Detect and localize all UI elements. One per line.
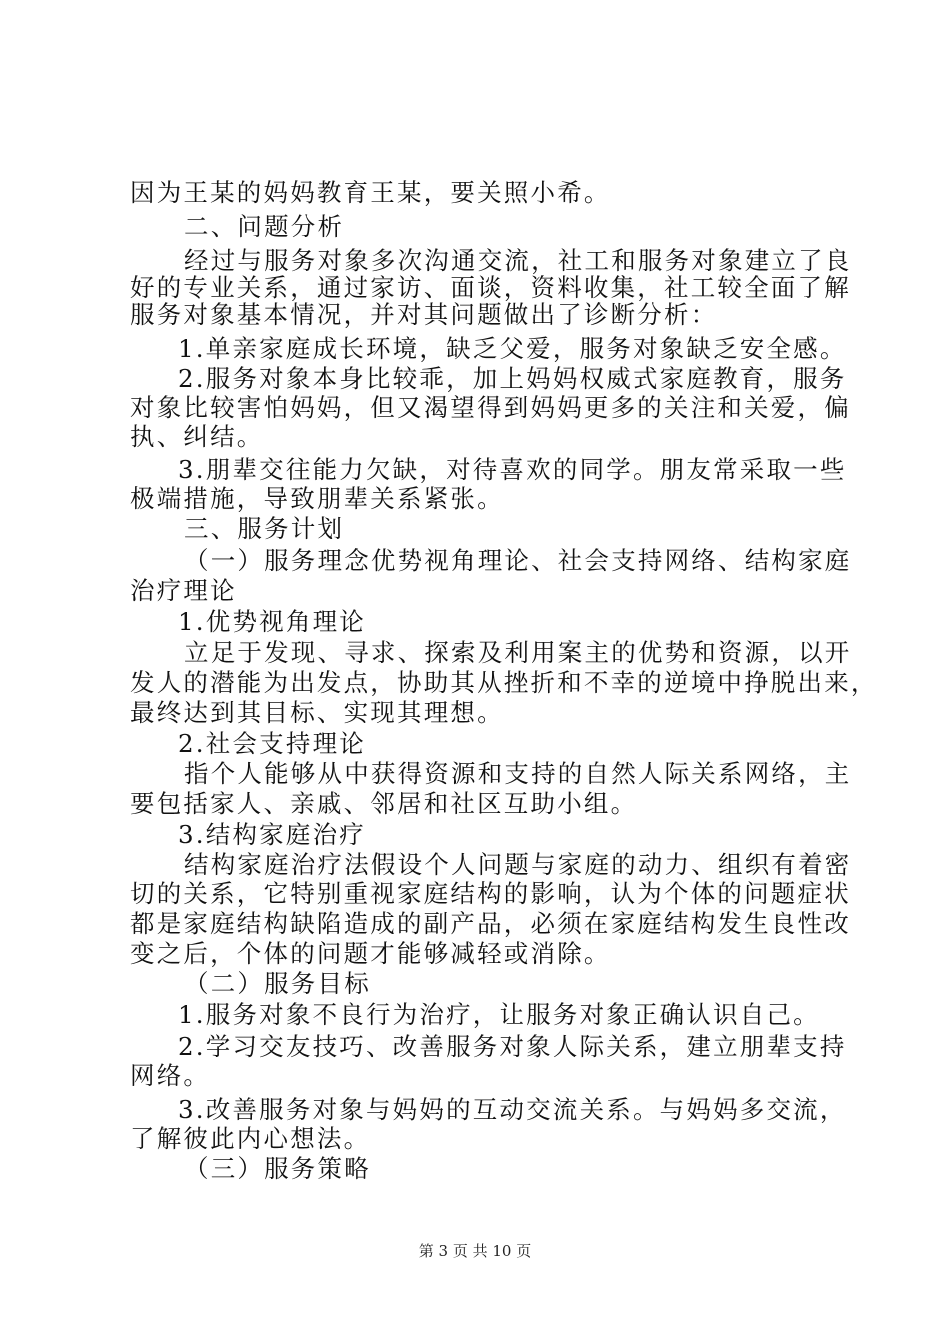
- subsection-heading: （二）服务目标: [184, 969, 371, 998]
- paragraph-line: 结构家庭治疗法假设个人问题与家庭的动力、组织有着密: [184, 850, 852, 879]
- text-line: 因为王某的妈妈教育王某，要关照小希。: [130, 178, 611, 207]
- subsection-heading: （一）服务理念优势视角理论、社会支持网络、结构家庭: [184, 546, 852, 575]
- paragraph-line: 经过与服务对象多次沟通交流，社工和服务对象建立了良: [184, 246, 852, 275]
- paragraph-line: 了解彼此内心想法。: [130, 1124, 371, 1153]
- subsection-heading: 治疗理论: [130, 576, 237, 605]
- paragraph-line: 发人的潜能为出发点，协助其从挫折和不幸的逆境中挣脱出来，: [130, 668, 878, 697]
- paragraph-line: 最终达到其目标、实现其理想。: [130, 698, 504, 727]
- paragraph-line: 网络。: [130, 1061, 211, 1090]
- list-item-line: 1.优势视角理论: [178, 607, 366, 636]
- paragraph-line: 都是家庭结构缺陷造成的副产品，必须在家庭结构发生良性改: [130, 909, 851, 938]
- paragraph-line: 好的专业关系，通过家访、面谈，资料收集，社工较全面了解: [130, 273, 851, 302]
- page-number-footer: 第 3 页 共 10 页: [418, 1242, 532, 1260]
- paragraph-line: 服务对象基本情况，并对其问题做出了诊断分析：: [130, 300, 718, 329]
- paragraph-line: 极端措施，导致朋辈关系紧张。: [130, 484, 504, 513]
- list-item-line: 3.朋辈交往能力欠缺，对待喜欢的同学。朋友常采取一些: [178, 455, 847, 484]
- paragraph-line: 对象比较害怕妈妈，但又渴望得到妈妈更多的关注和关爱，偏: [130, 393, 851, 422]
- paragraph-line: 立足于发现、寻求、探索及利用案主的优势和资源，以开: [184, 638, 852, 667]
- paragraph-line: 要包括家人、亲戚、邻居和社区互助小组。: [130, 789, 638, 818]
- paragraph-line: 变之后，个体的问题才能够减轻或消除。: [130, 939, 611, 968]
- paragraph-line: 指个人能够从中获得资源和支持的自然人际关系网络，主: [184, 759, 852, 788]
- list-item-line: 1.服务对象不良行为治疗，让服务对象正确认识自己。: [178, 1000, 820, 1029]
- paragraph-line: 执、纠结。: [130, 422, 264, 451]
- list-item-line: 3.改善服务对象与妈妈的互动交流关系。与妈妈多交流，: [178, 1095, 847, 1124]
- section-heading: 二、问题分析: [184, 212, 345, 241]
- list-item-line: 3.结构家庭治疗: [178, 820, 366, 849]
- subsection-heading: （三）服务策略: [184, 1154, 371, 1183]
- list-item-line: 2.服务对象本身比较乖，加上妈妈权威式家庭教育，服务: [178, 364, 847, 393]
- list-item-line: 1.单亲家庭成长环境，缺乏父爱，服务对象缺乏安全感。: [178, 334, 847, 363]
- paragraph-line: 切的关系，它特别重视家庭结构的影响，认为个体的问题症状: [130, 879, 851, 908]
- list-item-line: 2.社会支持理论: [178, 729, 366, 758]
- list-item-line: 2.学习交友技巧、改善服务对象人际关系，建立朋辈支持: [178, 1032, 847, 1061]
- section-heading: 三、服务计划: [184, 514, 345, 543]
